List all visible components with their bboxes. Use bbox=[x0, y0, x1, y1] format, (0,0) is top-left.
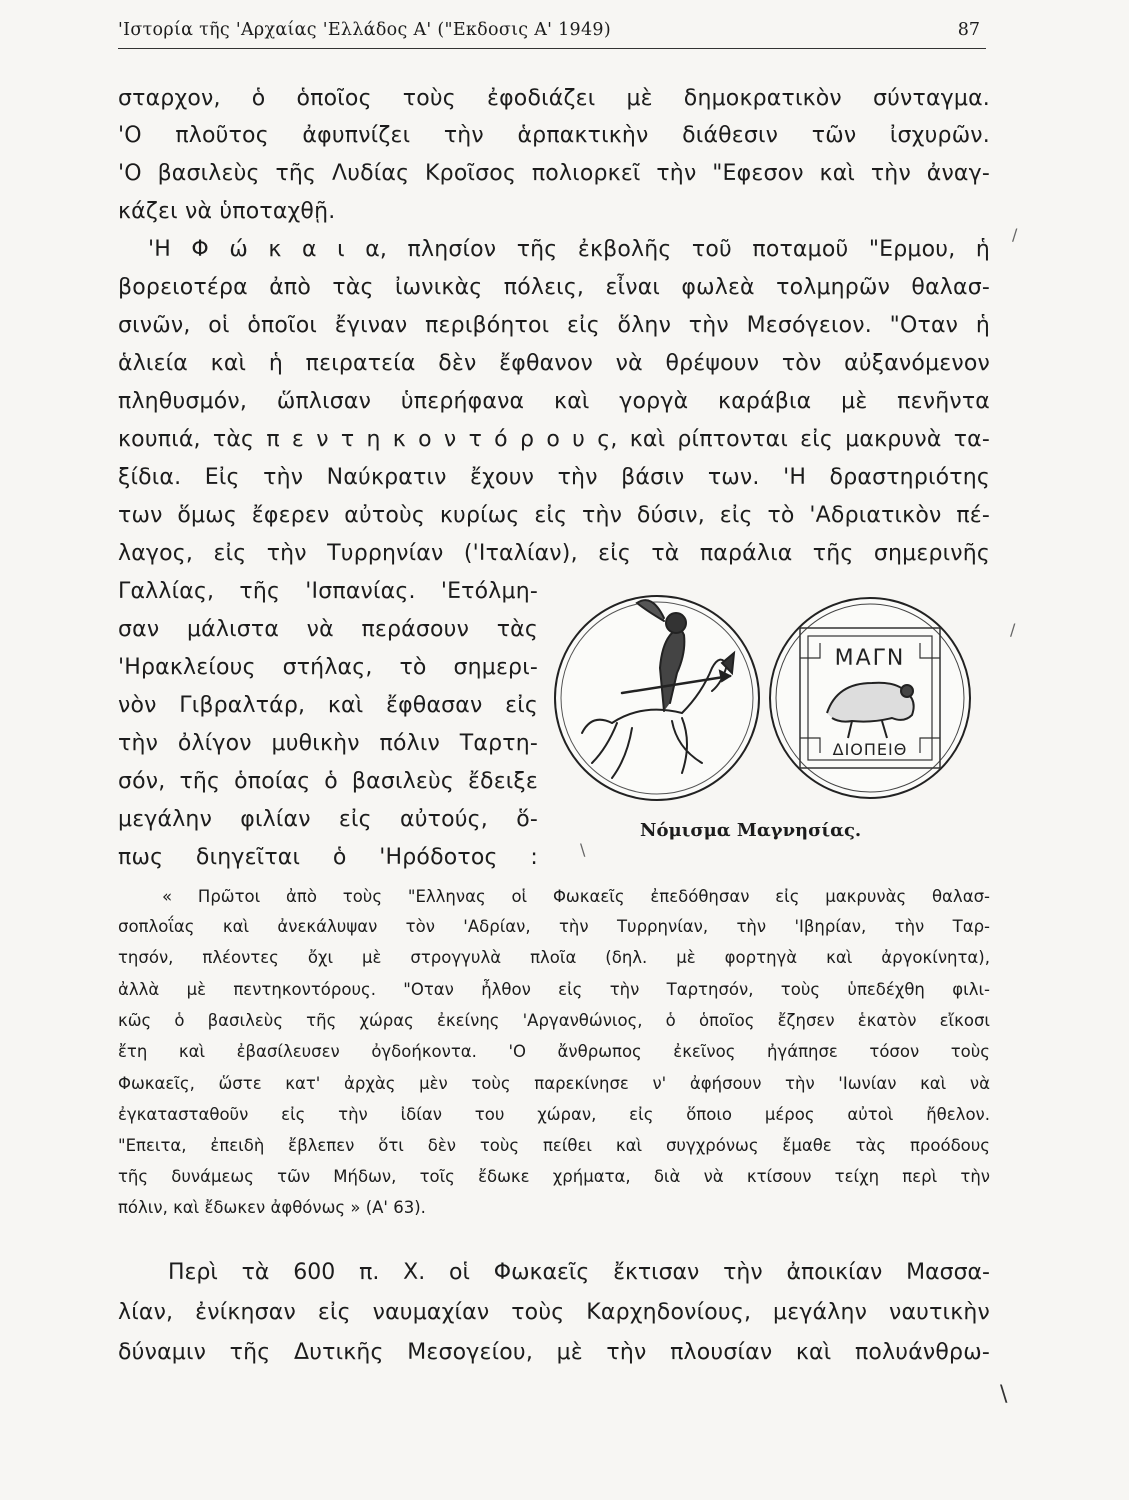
quote-line: "Επειτα, ἐπειδὴ ἔβλεπεν ὅτι δὲν τοὺς πείθει καὶ συγχρόνως ἔμαθε τὰς προόδους bbox=[118, 1136, 990, 1155]
quote-line: « Πρῶτοι ἀπὸ τοὺς "Ελληνας οἱ Φωκαεῖς ἐπεδόθησαν εἰς μακρυνὰς θαλασ- bbox=[162, 887, 990, 906]
body-line: μεγάλην φιλίαν εἰς αὐτούς, ὅ- bbox=[118, 807, 538, 832]
body-line: σαν μάλιστα νὰ περάσουν τὰς bbox=[118, 617, 538, 642]
figure-caption: Νόμισμα Μαγνησίας. bbox=[640, 820, 862, 841]
body-line: Γαλλίας, τῆς 'Ισπανίας. 'Ετόλμη- bbox=[118, 579, 538, 604]
coin-obverse bbox=[555, 596, 759, 800]
quote-line: ἔτη καὶ ἐβασίλευσεν ὀγδοήκοντα. 'Ο ἄνθρωπος ἐκεῖνος ἠγάπησε τόσον τοὺς bbox=[118, 1042, 990, 1061]
scan-mark: / bbox=[1012, 225, 1018, 244]
quote-line: πόλιν, καὶ ἔδωκεν ἀφθόνως » (Α' 63). bbox=[118, 1198, 426, 1217]
body-line: 'Ο βασιλεὺς τῆς Λυδίας Κροῖσος πολιορκεῖ τὴν "Εφεσον καὶ τὴν ἀναγ- bbox=[118, 161, 990, 186]
body-line: σόν, τῆς ὁποίας ὁ βασιλεὺς ἔδειξε bbox=[118, 769, 538, 794]
body-line: 'Ηρακλείους στήλας, τὸ σημερι- bbox=[118, 655, 538, 680]
coin-inscription-top: ΜΑΓΝ bbox=[834, 646, 906, 671]
body-line: σταρχον, ὁ ὁποῖος τοὺς ἐφοδιάζει μὲ δημοκρατικὸν σύνταγμα. bbox=[118, 86, 990, 111]
scan-mark: \ bbox=[580, 840, 586, 859]
body-line: τὴν ὀλίγον μυθικὴν πόλιν Ταρτη- bbox=[118, 731, 538, 756]
body-line: κάζει νὰ ὑποταχθῇ. bbox=[118, 199, 336, 224]
quote-line: τησόν, πλέοντες ὄχι μὲ στρογγυλὰ πλοῖα (δηλ. μὲ φορτηγὰ καὶ ἀργοκίνητα), bbox=[118, 948, 990, 967]
closing-line: λίαν, ἐνίκησαν εἰς ναυμαχίαν τοὺς Καρχηδονίους, μεγάλην ναυτικὴν bbox=[118, 1300, 990, 1325]
quote-line: ἐγκατασταθοῦν εἰς τὴν ἰδίαν του χώραν, εἰς ὅποιο μέρος αὐτοὶ ἤθελον. bbox=[118, 1105, 990, 1124]
quote-line: Φωκαεῖς, ὥστε κατ' ἀρχὰς μὲν τοὺς παρεκίνησε ν' ἀφήσουν τὴν 'Ιωνίαν καὶ νὰ bbox=[118, 1074, 990, 1093]
body-line: λαγος, εἰς τὴν Τυρρηνίαν ('Ιταλίαν), εἰς τὰ παράλια τῆς σημερινῆς bbox=[118, 541, 990, 566]
quote-line: ἀλλὰ μὲ πεντηκοντόρους. "Οταν ἦλθον εἰς τὴν Ταρτησόν, τοὺς ὑπεδέχθη φιλι- bbox=[118, 980, 990, 999]
running-header bbox=[118, 18, 986, 49]
scan-mark: \ bbox=[1000, 1382, 1008, 1407]
body-line: πως διηγεῖται ὁ 'Ηρόδοτος : bbox=[118, 845, 538, 870]
body-line: σινῶν, οἱ ὁποῖοι ἔγιναν περιβόητοι εἰς ὅλην τὴν Μεσόγειον. "Οταν ἡ bbox=[118, 313, 990, 338]
body-line: βορειοτέρα ἀπὸ τὰς ἰωνικὰς πόλεις, εἶναι φωλεὰ τολμηρῶν θαλασ- bbox=[118, 275, 990, 300]
quote-line: κῶς ὁ βασιλεὺς τῆς χώρας ἐκείνης 'Αργανθώνιος, ὁ ὁποῖος ἔζησεν ἑκατὸν εἴκοσι bbox=[118, 1011, 990, 1030]
body-line: ξίδια. Εἰς τὴν Ναύκρατιν ἔχουν τὴν βάσιν των. 'Η δραστηριότης bbox=[118, 465, 990, 490]
quote-line: σοπλοΐας καὶ ἀνεκάλυψαν τὸν 'Αδρίαν, τὴν Τυρρηνίαν, τὴν 'Ιβηρίαν, τὴν Ταρ- bbox=[118, 917, 990, 936]
coin-inscription-bottom: ΔΙΟΠΕΙΘ bbox=[832, 740, 908, 759]
body-line: ἁλιεία καὶ ἡ πειρατεία δὲν ἔφθανον νὰ θρέψουν τὸν αὐξανόμενον bbox=[118, 351, 990, 376]
body-line: κουπιά, τὰς π ε ν τ η κ ο ν τ ό ρ ο υ ς, καὶ ρίπτονται εἰς μακρυνὰ τα- bbox=[118, 427, 990, 452]
body-line: 'Ο πλοῦτος ἀφυπνίζει τὴν ἁρπακτικὴν διάθεσιν τῶν ἰσχυρῶν. bbox=[118, 123, 990, 148]
page-number: 87 bbox=[957, 20, 980, 40]
book-title: 'Ιστορία τῆς 'Αρχαίας 'Ελλάδος Α' ("Εκδοσις Α' 1949) bbox=[118, 20, 611, 40]
closing-line: Περὶ τὰ 600 π. Χ. οἱ Φωκαεῖς ἔκτισαν τὴν ἀποικίαν Μασσα- bbox=[168, 1260, 990, 1285]
body-line: πληθυσμόν, ὥπλισαν ὑπερήφανα καὶ γοργὰ καράβια μὲ πενῆντα bbox=[118, 389, 990, 414]
coin-reverse bbox=[770, 598, 970, 798]
closing-line: δύναμιν τῆς Δυτικῆς Μεσογείου, μὲ τὴν πλουσίαν καὶ πολυάνθρω- bbox=[118, 1340, 990, 1365]
coin-illustration bbox=[552, 573, 972, 823]
body-line: νὸν Γιβραλτάρ, καὶ ἔφθασαν εἰς bbox=[118, 693, 538, 718]
body-line: των ὅμως ἔφερεν αὐτοὺς κυρίως εἰς τὴν δύσιν, εἰς τὸ 'Αδριατικὸν πέ- bbox=[118, 503, 990, 528]
body-line: 'Η Φ ώ κ α ι α, πλησίον τῆς ἐκβολῆς τοῦ ποταμοῦ "Ερμου, ἡ bbox=[148, 237, 990, 262]
quote-line: τῆς δυνάμεως τῶν Μήδων, τοῖς ἔδωκε χρήματα, διὰ νὰ κτίσουν τείχη περὶ τὴν bbox=[118, 1167, 990, 1186]
scan-mark: / bbox=[1010, 620, 1016, 639]
